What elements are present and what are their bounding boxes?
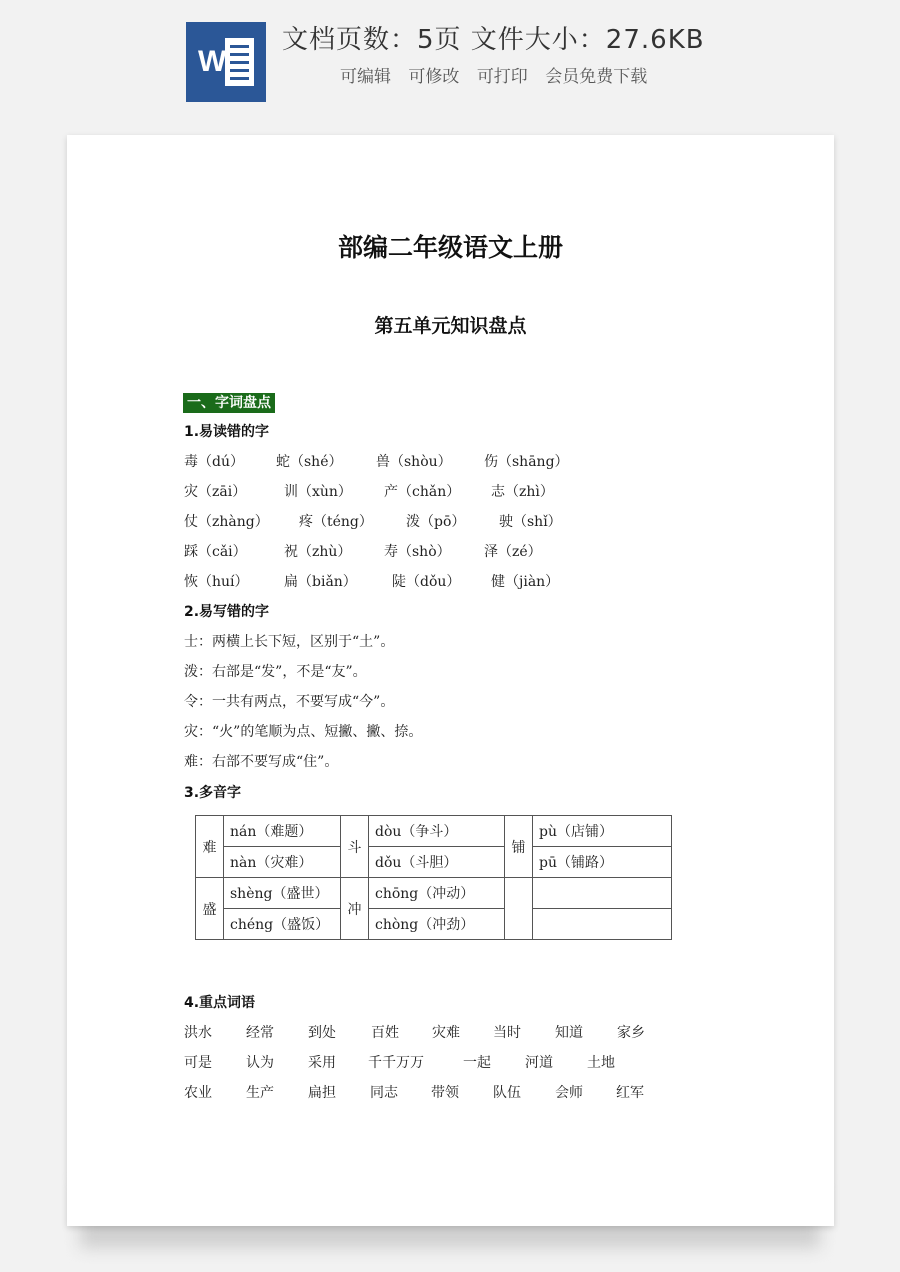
table-row: [196, 878, 672, 909]
word-item: 扁担: [308, 1085, 336, 1101]
reading-item: 伤（shāng）: [484, 454, 569, 470]
word-icon-sheet: [225, 38, 254, 86]
word-icon-letter: W: [198, 45, 227, 78]
word-document-icon: [186, 22, 266, 102]
word-item: 土地: [587, 1055, 615, 1071]
document-subtitle: 第五单元知识盘点: [374, 315, 527, 337]
reading-item: 祝（zhù）: [284, 544, 352, 560]
word-item: 当时: [493, 1025, 521, 1041]
writing-note: 灾：“火”的笔顺为点、短撇、撇、捺。: [184, 724, 423, 740]
writing-note: 士：两横上长下短，区别于“土”。: [184, 634, 395, 650]
reading-item: 仗（zhàng）: [184, 514, 269, 530]
word-item: 千千万万: [368, 1055, 424, 1071]
polyphone-table: [195, 815, 672, 940]
writing-note: 泼：右部是“发”，不是“友”。: [184, 664, 367, 680]
feature-printable: 可打印: [476, 67, 528, 87]
word-item: 经常: [246, 1025, 274, 1041]
reading-item: 扁（biǎn）: [284, 574, 357, 590]
polyphone-reading: chòng（冲劲）: [369, 909, 505, 940]
feature-editable: 可编辑: [340, 67, 391, 87]
feature-list: [340, 64, 659, 90]
word-item: 家乡: [617, 1025, 645, 1041]
download-banner: [0, 0, 900, 118]
reading-item: 产（chǎn）: [384, 484, 461, 500]
polyphone-reading: shèng（盛世）: [224, 878, 341, 909]
reading-item: 踩（cǎi）: [184, 544, 247, 560]
reading-item: 健（jiàn）: [491, 574, 560, 590]
word-item: 农业: [184, 1085, 212, 1101]
reading-item: 训（xùn）: [284, 484, 352, 500]
feature-free-download: 会员免费下载: [545, 67, 648, 87]
reading-item: 志（zhì）: [491, 484, 554, 500]
document-title: 部编二年级语文上册: [337, 233, 563, 262]
word-item: 到处: [308, 1025, 336, 1041]
polyphone-reading: pù（店铺）: [533, 816, 672, 847]
polyphone-reading: pū（铺路）: [533, 847, 672, 878]
word-item: 知道: [555, 1025, 583, 1041]
empty-cell: [533, 909, 672, 940]
polyphone-char: 难: [196, 816, 224, 878]
reading-item: 寿（shò）: [384, 544, 451, 560]
polyphone-char: 盛: [196, 878, 224, 940]
word-item: 生产: [246, 1085, 274, 1101]
word-item: 河道: [525, 1055, 553, 1071]
word-item: 会师: [555, 1085, 583, 1101]
subheading-misread: 1.易读错的字: [184, 424, 270, 440]
word-item: 认为: [246, 1055, 274, 1071]
reading-item: 兽（shòu）: [376, 454, 452, 470]
word-item: 同志: [370, 1085, 398, 1101]
reading-item: 毒（dú）: [184, 454, 244, 470]
reading-item: 蛇（shé）: [276, 454, 343, 470]
polyphone-reading: dòu（争斗）: [369, 816, 505, 847]
writing-note: 难：右部不要写成“住”。: [184, 754, 339, 770]
polyphone-char: 斗: [341, 816, 369, 878]
table-row: [196, 847, 672, 878]
polyphone-reading: dǒu（斗胆）: [369, 847, 505, 878]
document-info-title: 文档页数：5页 文件大小：27.6KB: [282, 25, 705, 55]
polyphone-reading: nán（难题）: [224, 816, 341, 847]
word-item: 一起: [463, 1055, 491, 1071]
reading-item: 疼（téng）: [299, 514, 373, 530]
reading-item: 泽（zé）: [484, 544, 542, 560]
subheading-polyphones: 3.多音字: [184, 785, 242, 801]
reading-item: 驶（shǐ）: [499, 514, 562, 530]
table-row: [196, 816, 672, 847]
empty-cell: [533, 878, 672, 909]
section-heading-words: 一、字词盘点: [183, 393, 275, 413]
word-item: 采用: [308, 1055, 336, 1071]
word-item: 红军: [616, 1085, 644, 1101]
reading-item: 灾（zāi）: [184, 484, 247, 500]
word-item: 洪水: [184, 1025, 212, 1041]
reading-item: 恢（huí）: [184, 574, 249, 590]
polyphone-reading: chōng（冲动）: [369, 878, 505, 909]
word-item: 灾难: [432, 1025, 460, 1041]
table-row: [196, 909, 672, 940]
polyphone-char: 冲: [341, 878, 369, 940]
writing-note: 令：一共有两点，不要写成“今”。: [184, 694, 395, 710]
document-page: [67, 135, 834, 1226]
subheading-miswritten: 2.易写错的字: [184, 604, 270, 620]
word-item: 带领: [431, 1085, 459, 1101]
polyphone-reading: chéng（盛饭）: [224, 909, 341, 940]
empty-cell: [505, 878, 533, 940]
word-item: 百姓: [371, 1025, 399, 1041]
polyphone-reading: nàn（灾难）: [224, 847, 341, 878]
word-item: 队伍: [493, 1085, 521, 1101]
polyphone-char: 铺: [505, 816, 533, 878]
word-item: 可是: [184, 1055, 212, 1071]
feature-modifiable: 可修改: [408, 67, 460, 87]
reading-item: 泼（pō）: [406, 514, 466, 530]
reading-item: 陡（dǒu）: [392, 574, 461, 590]
subheading-key-words: 4.重点词语: [184, 995, 256, 1011]
